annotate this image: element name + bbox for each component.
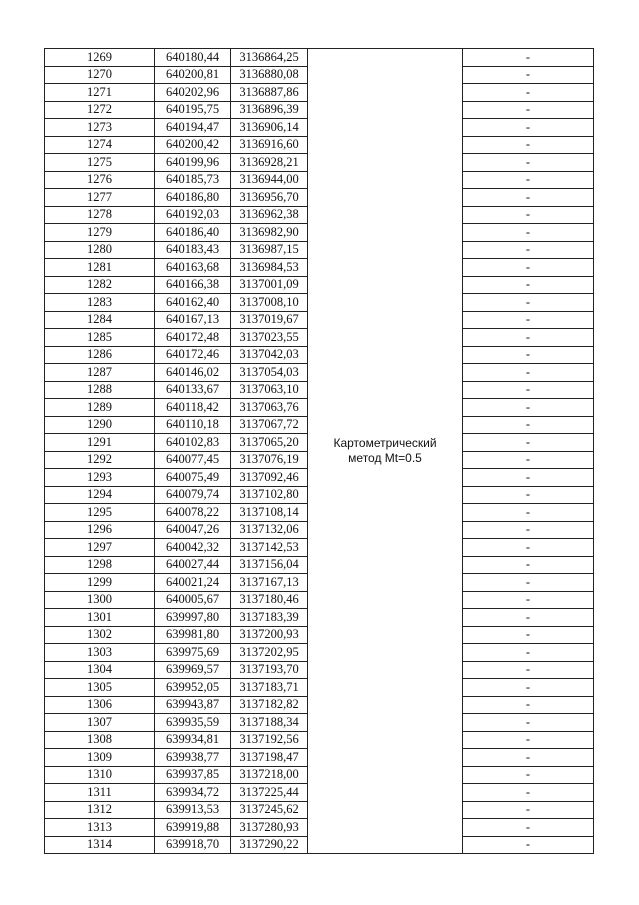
- point-number-cell: 1299: [45, 574, 155, 592]
- y-coordinate-cell: 3137102,80: [231, 486, 308, 504]
- x-coordinate-cell: 640166,38: [155, 276, 231, 294]
- x-coordinate-cell: 639935,59: [155, 714, 231, 732]
- y-coordinate-cell: 3136982,90: [231, 224, 308, 242]
- note-cell: -: [463, 154, 594, 172]
- y-coordinate-cell: 3137008,10: [231, 294, 308, 312]
- note-cell: -: [463, 364, 594, 382]
- point-number-cell: 1277: [45, 189, 155, 207]
- point-number-cell: 1307: [45, 714, 155, 732]
- note-cell: -: [463, 766, 594, 784]
- y-coordinate-cell: 3137193,70: [231, 661, 308, 679]
- y-coordinate-cell: 3137182,82: [231, 696, 308, 714]
- note-cell: -: [463, 241, 594, 259]
- y-coordinate-cell: 3136887,86: [231, 84, 308, 102]
- point-number-cell: 1300: [45, 591, 155, 609]
- point-number-cell: 1309: [45, 749, 155, 767]
- y-coordinate-cell: 3137202,95: [231, 644, 308, 662]
- note-cell: -: [463, 224, 594, 242]
- x-coordinate-cell: 640005,67: [155, 591, 231, 609]
- x-coordinate-cell: 640102,83: [155, 434, 231, 452]
- note-cell: -: [463, 119, 594, 137]
- y-coordinate-cell: 3137245,62: [231, 801, 308, 819]
- point-number-cell: 1303: [45, 644, 155, 662]
- y-coordinate-cell: 3137188,34: [231, 714, 308, 732]
- x-coordinate-cell: 640167,13: [155, 311, 231, 329]
- y-coordinate-cell: 3137067,72: [231, 416, 308, 434]
- note-cell: -: [463, 556, 594, 574]
- y-coordinate-cell: 3137042,03: [231, 346, 308, 364]
- point-number-cell: 1282: [45, 276, 155, 294]
- point-number-cell: 1281: [45, 259, 155, 277]
- x-coordinate-cell: 640047,26: [155, 521, 231, 539]
- note-cell: -: [463, 381, 594, 399]
- y-coordinate-cell: 3137054,03: [231, 364, 308, 382]
- x-coordinate-cell: 640078,22: [155, 504, 231, 522]
- point-number-cell: 1298: [45, 556, 155, 574]
- x-coordinate-cell: 640186,40: [155, 224, 231, 242]
- point-number-cell: 1301: [45, 609, 155, 627]
- x-coordinate-cell: 640172,48: [155, 329, 231, 347]
- x-coordinate-cell: 639997,80: [155, 609, 231, 627]
- y-coordinate-cell: 3137183,71: [231, 679, 308, 697]
- y-coordinate-cell: 3136987,15: [231, 241, 308, 259]
- x-coordinate-cell: 640186,80: [155, 189, 231, 207]
- note-cell: -: [463, 731, 594, 749]
- x-coordinate-cell: 640202,96: [155, 84, 231, 102]
- y-coordinate-cell: 3137167,13: [231, 574, 308, 592]
- point-number-cell: 1272: [45, 101, 155, 119]
- point-number-cell: 1295: [45, 504, 155, 522]
- note-cell: -: [463, 521, 594, 539]
- point-number-cell: 1273: [45, 119, 155, 137]
- x-coordinate-cell: 640133,67: [155, 381, 231, 399]
- point-number-cell: 1287: [45, 364, 155, 382]
- y-coordinate-cell: 3137218,00: [231, 766, 308, 784]
- point-number-cell: 1292: [45, 451, 155, 469]
- x-coordinate-cell: 640180,44: [155, 49, 231, 67]
- y-coordinate-cell: 3136944,00: [231, 171, 308, 189]
- note-cell: -: [463, 714, 594, 732]
- point-number-cell: 1274: [45, 136, 155, 154]
- note-cell: -: [463, 819, 594, 837]
- x-coordinate-cell: 639918,70: [155, 836, 231, 854]
- y-coordinate-cell: 3137076,19: [231, 451, 308, 469]
- point-number-cell: 1290: [45, 416, 155, 434]
- point-number-cell: 1308: [45, 731, 155, 749]
- point-number-cell: 1313: [45, 819, 155, 837]
- x-coordinate-cell: 640110,18: [155, 416, 231, 434]
- y-coordinate-cell: 3137280,93: [231, 819, 308, 837]
- x-coordinate-cell: 639934,81: [155, 731, 231, 749]
- point-number-cell: 1276: [45, 171, 155, 189]
- x-coordinate-cell: 639919,88: [155, 819, 231, 837]
- y-coordinate-cell: 3136956,70: [231, 189, 308, 207]
- point-number-cell: 1271: [45, 84, 155, 102]
- y-coordinate-cell: 3137198,47: [231, 749, 308, 767]
- point-number-cell: 1293: [45, 469, 155, 487]
- note-cell: -: [463, 451, 594, 469]
- note-cell: -: [463, 416, 594, 434]
- y-coordinate-cell: 3136916,60: [231, 136, 308, 154]
- y-coordinate-cell: 3137156,04: [231, 556, 308, 574]
- note-cell: -: [463, 434, 594, 452]
- y-coordinate-cell: 3136928,21: [231, 154, 308, 172]
- point-number-cell: 1270: [45, 66, 155, 84]
- point-number-cell: 1291: [45, 434, 155, 452]
- note-cell: -: [463, 259, 594, 277]
- note-cell: -: [463, 696, 594, 714]
- note-cell: -: [463, 469, 594, 487]
- y-coordinate-cell: 3137001,09: [231, 276, 308, 294]
- y-coordinate-cell: 3137065,20: [231, 434, 308, 452]
- x-coordinate-cell: 640027,44: [155, 556, 231, 574]
- table-row: [45, 49, 594, 67]
- point-number-cell: 1312: [45, 801, 155, 819]
- y-coordinate-cell: 3137142,53: [231, 539, 308, 557]
- y-coordinate-cell: 3136864,25: [231, 49, 308, 67]
- point-number-cell: 1269: [45, 49, 155, 67]
- y-coordinate-cell: 3137290,22: [231, 836, 308, 854]
- y-coordinate-cell: 3137192,56: [231, 731, 308, 749]
- point-number-cell: 1278: [45, 206, 155, 224]
- point-number-cell: 1305: [45, 679, 155, 697]
- y-coordinate-cell: 3137023,55: [231, 329, 308, 347]
- point-number-cell: 1280: [45, 241, 155, 259]
- y-coordinate-cell: 3137019,67: [231, 311, 308, 329]
- x-coordinate-cell: 640172,46: [155, 346, 231, 364]
- note-cell: -: [463, 801, 594, 819]
- point-number-cell: 1286: [45, 346, 155, 364]
- y-coordinate-cell: 3137108,14: [231, 504, 308, 522]
- point-number-cell: 1284: [45, 311, 155, 329]
- x-coordinate-cell: 639934,72: [155, 784, 231, 802]
- point-number-cell: 1279: [45, 224, 155, 242]
- point-number-cell: 1296: [45, 521, 155, 539]
- point-number-cell: 1294: [45, 486, 155, 504]
- point-number-cell: 1285: [45, 329, 155, 347]
- x-coordinate-cell: 639943,87: [155, 696, 231, 714]
- y-coordinate-cell: 3136880,08: [231, 66, 308, 84]
- x-coordinate-cell: 640021,24: [155, 574, 231, 592]
- point-number-cell: 1306: [45, 696, 155, 714]
- point-number-cell: 1283: [45, 294, 155, 312]
- point-number-cell: 1310: [45, 766, 155, 784]
- note-cell: -: [463, 346, 594, 364]
- point-number-cell: 1275: [45, 154, 155, 172]
- note-cell: -: [463, 486, 594, 504]
- y-coordinate-cell: 3137183,39: [231, 609, 308, 627]
- x-coordinate-cell: 640183,43: [155, 241, 231, 259]
- note-cell: -: [463, 626, 594, 644]
- x-coordinate-cell: 640042,32: [155, 539, 231, 557]
- note-cell: -: [463, 101, 594, 119]
- x-coordinate-cell: 639969,57: [155, 661, 231, 679]
- method-text-line-2: метод Mt=0.5: [348, 451, 422, 465]
- note-cell: -: [463, 644, 594, 662]
- note-cell: -: [463, 294, 594, 312]
- point-number-cell: 1302: [45, 626, 155, 644]
- note-cell: -: [463, 276, 594, 294]
- note-cell: -: [463, 329, 594, 347]
- x-coordinate-cell: 639913,53: [155, 801, 231, 819]
- note-cell: -: [463, 49, 594, 67]
- point-number-cell: 1314: [45, 836, 155, 854]
- point-number-cell: 1304: [45, 661, 155, 679]
- x-coordinate-cell: 640146,02: [155, 364, 231, 382]
- x-coordinate-cell: 640077,45: [155, 451, 231, 469]
- y-coordinate-cell: 3136984,53: [231, 259, 308, 277]
- x-coordinate-cell: 640185,73: [155, 171, 231, 189]
- note-cell: -: [463, 504, 594, 522]
- y-coordinate-cell: 3137092,46: [231, 469, 308, 487]
- note-cell: -: [463, 591, 594, 609]
- x-coordinate-cell: 640195,75: [155, 101, 231, 119]
- point-number-cell: 1289: [45, 399, 155, 417]
- x-coordinate-cell: 640192,03: [155, 206, 231, 224]
- point-number-cell: 1288: [45, 381, 155, 399]
- note-cell: -: [463, 399, 594, 417]
- coordinates-table-body: [45, 49, 594, 854]
- note-cell: -: [463, 206, 594, 224]
- note-cell: -: [463, 311, 594, 329]
- x-coordinate-cell: 639938,77: [155, 749, 231, 767]
- note-cell: -: [463, 749, 594, 767]
- y-coordinate-cell: 3137132,06: [231, 521, 308, 539]
- x-coordinate-cell: 640194,47: [155, 119, 231, 137]
- note-cell: -: [463, 84, 594, 102]
- method-text-line-1: Картометрический: [333, 436, 437, 450]
- note-cell: -: [463, 539, 594, 557]
- x-coordinate-cell: 640118,42: [155, 399, 231, 417]
- x-coordinate-cell: 640199,96: [155, 154, 231, 172]
- y-coordinate-cell: 3137180,46: [231, 591, 308, 609]
- x-coordinate-cell: 639975,69: [155, 644, 231, 662]
- y-coordinate-cell: 3136906,14: [231, 119, 308, 137]
- x-coordinate-cell: 639952,05: [155, 679, 231, 697]
- x-coordinate-cell: 640075,49: [155, 469, 231, 487]
- x-coordinate-cell: 640162,40: [155, 294, 231, 312]
- method-cell: [308, 49, 463, 854]
- note-cell: -: [463, 171, 594, 189]
- y-coordinate-cell: 3137225,44: [231, 784, 308, 802]
- x-coordinate-cell: 640200,42: [155, 136, 231, 154]
- y-coordinate-cell: 3137200,93: [231, 626, 308, 644]
- note-cell: -: [463, 836, 594, 854]
- note-cell: -: [463, 661, 594, 679]
- y-coordinate-cell: 3136962,38: [231, 206, 308, 224]
- x-coordinate-cell: 640079,74: [155, 486, 231, 504]
- x-coordinate-cell: 640163,68: [155, 259, 231, 277]
- x-coordinate-cell: 639937,85: [155, 766, 231, 784]
- y-coordinate-cell: 3137063,10: [231, 381, 308, 399]
- x-coordinate-cell: 640200,81: [155, 66, 231, 84]
- note-cell: -: [463, 136, 594, 154]
- point-number-cell: 1297: [45, 539, 155, 557]
- y-coordinate-cell: 3136896,39: [231, 101, 308, 119]
- note-cell: -: [463, 679, 594, 697]
- note-cell: -: [463, 574, 594, 592]
- note-cell: -: [463, 609, 594, 627]
- note-cell: -: [463, 189, 594, 207]
- point-number-cell: 1311: [45, 784, 155, 802]
- note-cell: -: [463, 66, 594, 84]
- y-coordinate-cell: 3137063,76: [231, 399, 308, 417]
- note-cell: -: [463, 784, 594, 802]
- coordinates-table: [44, 48, 594, 854]
- x-coordinate-cell: 639981,80: [155, 626, 231, 644]
